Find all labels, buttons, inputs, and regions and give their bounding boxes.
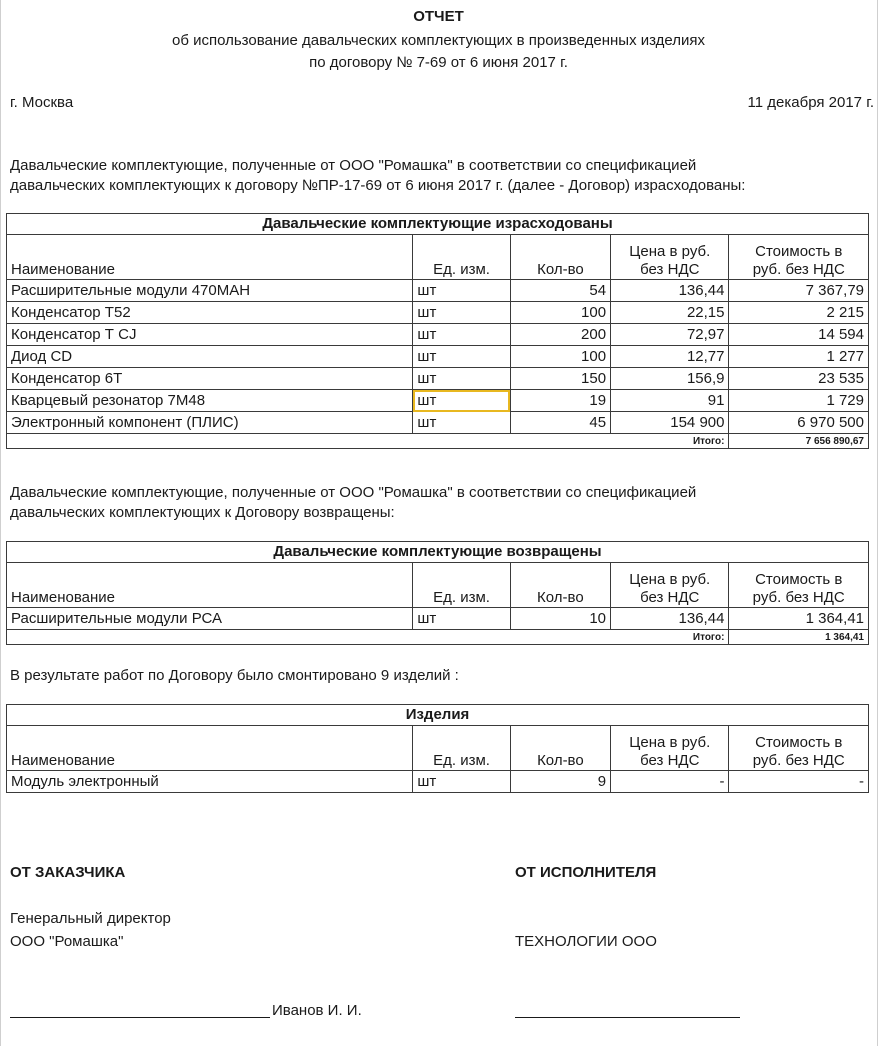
customer-organization: ООО "Ромашка": [10, 933, 124, 950]
cell-cost[interactable]: 23 535: [729, 368, 869, 390]
col-unit-header: Ед. изм.: [413, 235, 510, 280]
returned-intro-line-1: Давальческие комплектующие, полученные от ООО "Ромашка" в соответствии со спецификацией: [10, 484, 697, 501]
col-name-header: Наименование: [7, 235, 413, 280]
cell-cost[interactable]: 1 364,41: [729, 608, 869, 630]
cell-price[interactable]: 12,77: [611, 346, 729, 368]
table-row: [7, 412, 869, 434]
col-price-header: Цена в руб. без НДС: [611, 235, 729, 280]
col-qty-header: Кол-во: [510, 726, 610, 771]
returned-intro-line-2: давальческих комплектующих к Договору возвращены:: [10, 504, 395, 521]
cell-qty[interactable]: 100: [510, 302, 610, 324]
cell-unit[interactable]: шт: [413, 771, 510, 793]
report-title: ОТЧЕТ: [413, 8, 464, 25]
cell-price[interactable]: 154 900: [611, 412, 729, 434]
cell-name[interactable]: Конденсатор Т52: [7, 302, 413, 324]
table-row: [7, 771, 869, 793]
report-subtitle: об использование давальческих комплектующих в произведенных изделиях: [171, 32, 706, 49]
col-cost-header: Стоимость в руб. без НДС: [729, 235, 869, 280]
table-row: [7, 280, 869, 302]
table-row: [7, 608, 869, 630]
table-row: [7, 302, 869, 324]
col-price-header: Цена в руб. без НДС: [611, 563, 729, 608]
consumed-table-title: Давальческие комплектующие израсходованы: [7, 214, 869, 235]
col-name-header: Наименование: [7, 726, 413, 771]
cell-qty[interactable]: 9: [510, 771, 610, 793]
contractor-signature-line: [515, 1017, 740, 1018]
cell-price[interactable]: 136,44: [611, 280, 729, 302]
table-row: [7, 368, 869, 390]
selected-cell[interactable]: шт: [413, 390, 510, 412]
cell-price[interactable]: 72,97: [611, 324, 729, 346]
cell-cost[interactable]: 1 729: [729, 390, 869, 412]
cell-qty[interactable]: 100: [510, 346, 610, 368]
customer-position: Генеральный директор: [10, 910, 171, 927]
cell-cost[interactable]: 2 215: [729, 302, 869, 324]
total-row: [7, 434, 869, 449]
cell-cost[interactable]: 1 277: [729, 346, 869, 368]
cell-qty[interactable]: 19: [510, 390, 610, 412]
cell-name[interactable]: Кварцевый резонатор 7М48: [7, 390, 413, 412]
col-unit-header: Ед. изм.: [413, 563, 510, 608]
consumed-table: [6, 213, 869, 449]
cell-qty[interactable]: 45: [510, 412, 610, 434]
cell-unit[interactable]: шт: [413, 324, 510, 346]
cell-cost[interactable]: 14 594: [729, 324, 869, 346]
table-row: [7, 390, 869, 412]
consumed-header-row: [7, 235, 869, 280]
products-header-row: [7, 726, 869, 771]
col-qty-header: Кол-во: [510, 563, 610, 608]
cell-qty[interactable]: 54: [510, 280, 610, 302]
cell-price[interactable]: 91: [611, 390, 729, 412]
returned-table: [6, 541, 869, 645]
total-label: Итого:: [7, 630, 729, 645]
cell-unit[interactable]: шт: [413, 302, 510, 324]
col-name-header: Наименование: [7, 563, 413, 608]
cell-cost[interactable]: 7 367,79: [729, 280, 869, 302]
col-qty-header: Кол-во: [510, 235, 610, 280]
cell-unit[interactable]: шт: [413, 608, 510, 630]
returned-table-title: Давальческие комплектующие возвращены: [7, 542, 869, 563]
cell-qty[interactable]: 10: [510, 608, 610, 630]
cell-name[interactable]: Конденсатор Т CJ: [7, 324, 413, 346]
table-row: [7, 324, 869, 346]
cell-name[interactable]: Электронный компонент (ПЛИС): [7, 412, 413, 434]
cell-cost[interactable]: 6 970 500: [729, 412, 869, 434]
cell-name[interactable]: Расширительные модули 470МАН: [7, 280, 413, 302]
contractor-organization: ТЕХНОЛОГИИ ООО: [515, 933, 657, 950]
cell-qty[interactable]: 200: [510, 324, 610, 346]
intro-line-1: Давальческие комплектующие, полученные от ООО "Ромашка" в соответствии со спецификацией: [10, 157, 697, 174]
cell-unit[interactable]: шт: [413, 346, 510, 368]
cell-name[interactable]: Диод CD: [7, 346, 413, 368]
products-table: [6, 704, 869, 793]
report-date: 11 декабря 2017 г.: [747, 94, 874, 111]
cell-price[interactable]: 156,9: [611, 368, 729, 390]
col-cost-header: Стоимость в руб. без НДС: [729, 563, 869, 608]
contract-reference: по договору № 7-69 от 6 июня 2017 г.: [309, 54, 568, 71]
cell-unit[interactable]: шт: [413, 412, 510, 434]
cell-price[interactable]: 22,15: [611, 302, 729, 324]
total-row: [7, 630, 869, 645]
cell-name[interactable]: Конденсатор 6Т: [7, 368, 413, 390]
col-cost-header: Стоимость в руб. без НДС: [729, 726, 869, 771]
cell-cost[interactable]: -: [729, 771, 869, 793]
products-intro: В результате работ по Договору было смонтировано 9 изделий :: [10, 667, 459, 684]
customer-heading: ОТ ЗАКАЗЧИКА: [10, 864, 126, 881]
total-label: Итого:: [7, 434, 729, 449]
city: г. Москва: [10, 94, 74, 111]
page-left-border: [0, 0, 1, 1046]
cell-price[interactable]: -: [611, 771, 729, 793]
intro-line-2: давальческих комплектующих к договору №ПР-17-69 от 6 июня 2017 г. (далее - Договор) израсходованы:: [10, 177, 746, 194]
cell-name[interactable]: Расширительные модули РСА: [7, 608, 413, 630]
total-value[interactable]: 1 364,41: [729, 630, 869, 645]
contractor-heading: ОТ ИСПОЛНИТЕЛЯ: [515, 864, 657, 881]
products-table-title: Изделия: [7, 705, 869, 726]
cell-unit[interactable]: шт: [413, 368, 510, 390]
page-right-border: [877, 0, 878, 1046]
col-price-header: Цена в руб. без НДС: [611, 726, 729, 771]
cell-qty[interactable]: 150: [510, 368, 610, 390]
customer-signer-name: Иванов И. И.: [272, 1002, 362, 1019]
col-unit-header: Ед. изм.: [413, 726, 510, 771]
table-row: [7, 346, 869, 368]
cell-name[interactable]: Модуль электронный: [7, 771, 413, 793]
returned-header-row: [7, 563, 869, 608]
customer-signature-line: [10, 1017, 270, 1018]
total-value[interactable]: 7 656 890,67: [729, 434, 869, 449]
cell-unit[interactable]: шт: [413, 280, 510, 302]
cell-price[interactable]: 136,44: [611, 608, 729, 630]
